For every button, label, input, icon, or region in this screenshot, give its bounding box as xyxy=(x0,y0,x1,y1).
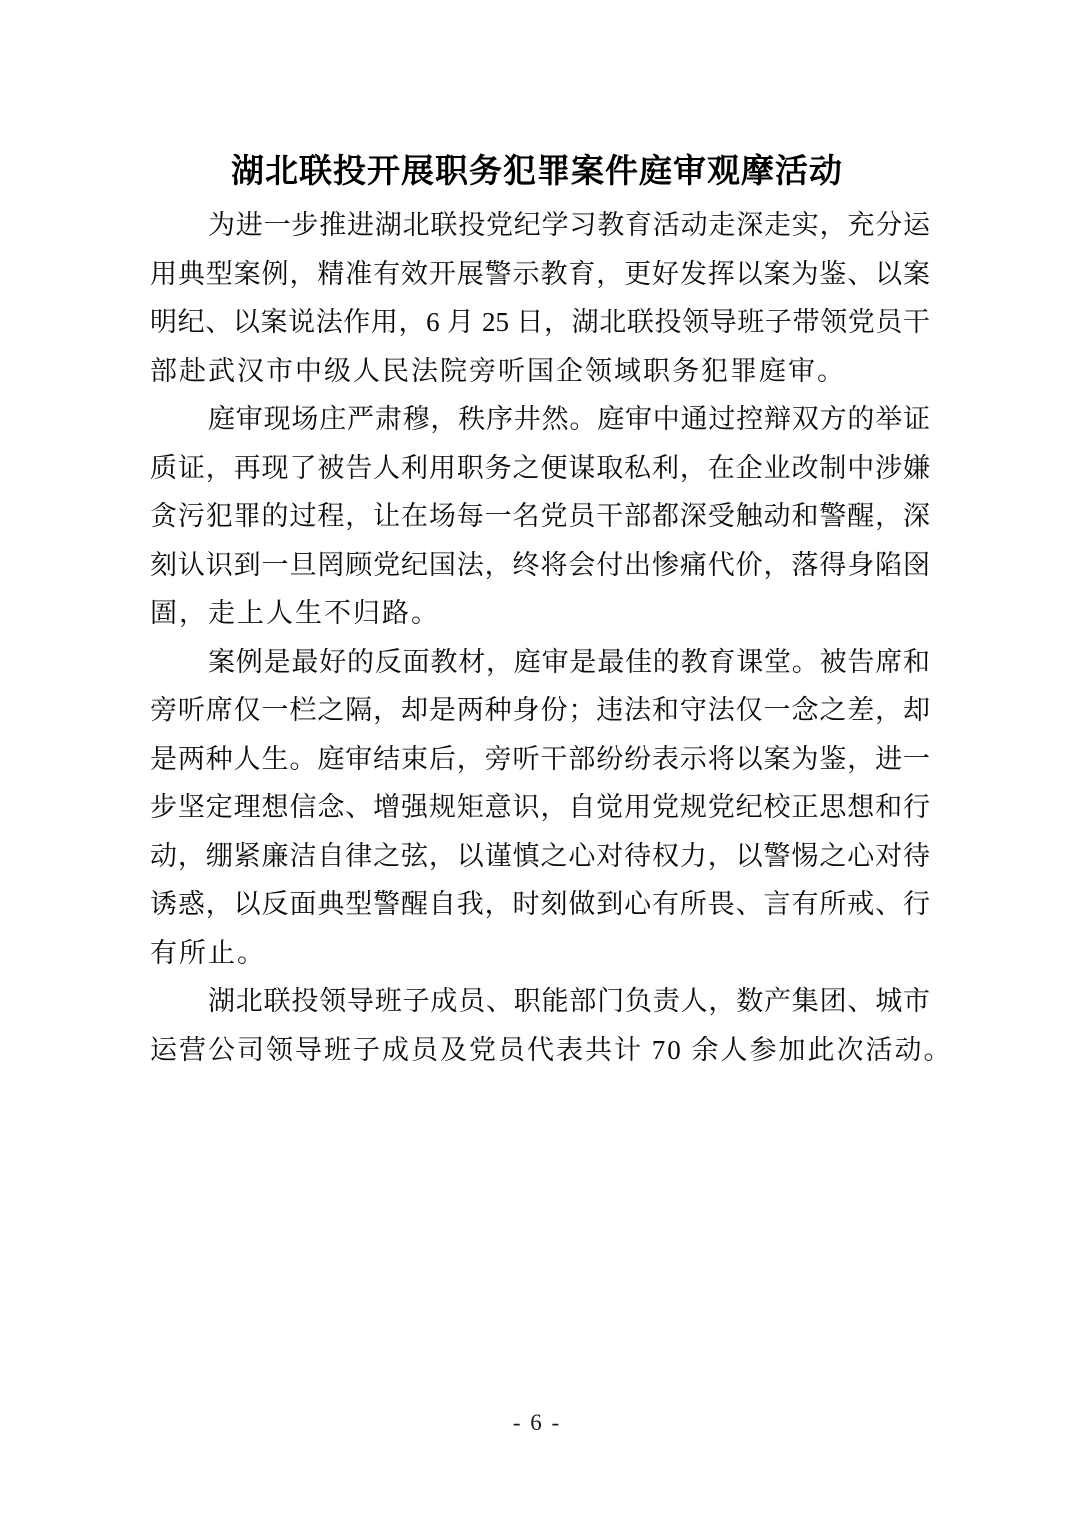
paragraph-line: 为进一步推进湖北联投党纪学习教育活动走深走实，充分运 xyxy=(208,210,930,240)
paragraph-line: 贪污犯罪的过程，让在场每一名党员干部都深受触动和警醒，深 xyxy=(150,501,930,531)
paragraph-line: 运营公司领导班子成员及党员代表共计 70 余人参加此次活动。 xyxy=(150,1034,953,1065)
paragraph-line: 动，绷紧廉洁自律之弦，以谨慎之心对待权力，以警惕之心对待 xyxy=(150,840,930,871)
paragraph-line: 圄，走上人生不归路。 xyxy=(150,598,440,628)
paragraph-2 xyxy=(150,395,930,638)
paragraph-3 xyxy=(150,638,930,978)
paragraph-1 xyxy=(150,201,930,395)
paragraph-line: 明纪、以案说法作用，6 月 25 日，湖北联投领导班子带领党员干 xyxy=(150,307,930,337)
paragraph-line: 部赴武汉市中级人民法院旁听国企领域职务犯罪庭审。 xyxy=(150,355,846,386)
paragraph-line: 步坚定理想信念、增强规矩意识，自觉用党规党纪校正思想和行 xyxy=(150,792,930,822)
page-number: - 6 - xyxy=(512,1410,562,1435)
paragraph-line: 诱惑，以反面典型警醒自我，时刻做到心有所畏、言有所戒、行 xyxy=(150,889,930,919)
paragraph-line: 有所止。 xyxy=(150,937,266,968)
document-body xyxy=(150,201,953,1074)
paragraph-4 xyxy=(150,977,953,1074)
paragraph-line: 用典型案例，精准有效开展警示教育，更好发挥以案为鉴、以案 xyxy=(150,258,930,289)
paragraph-line: 湖北联投领导班子成员、职能部门负责人，数产集团、城市 xyxy=(208,986,930,1016)
paragraph-line: 刻认识到一旦罔顾党纪国法，终将会付出惨痛代价，落得身陷囹 xyxy=(150,549,930,580)
paragraph-line: 案例是最好的反面教材，庭审是最佳的教育课堂。被告席和 xyxy=(208,646,930,677)
paragraph-line: 旁听席仅一栏之隔，却是两种身份；违法和守法仅一念之差，却 xyxy=(150,695,930,725)
paragraph-line: 是两种人生。庭审结束后，旁听干部纷纷表示将以案为鉴，进一 xyxy=(150,743,930,774)
document-title: 湖北联投开展职务犯罪案件庭审观摩活动 xyxy=(231,154,843,191)
paragraph-line: 庭审现场庄严肃穆，秩序井然。庭审中通过控辩双方的举证 xyxy=(208,404,930,434)
paragraph-line: 质证，再现了被告人利用职务之便谋取私利，在企业改制中涉嫌 xyxy=(150,452,930,483)
